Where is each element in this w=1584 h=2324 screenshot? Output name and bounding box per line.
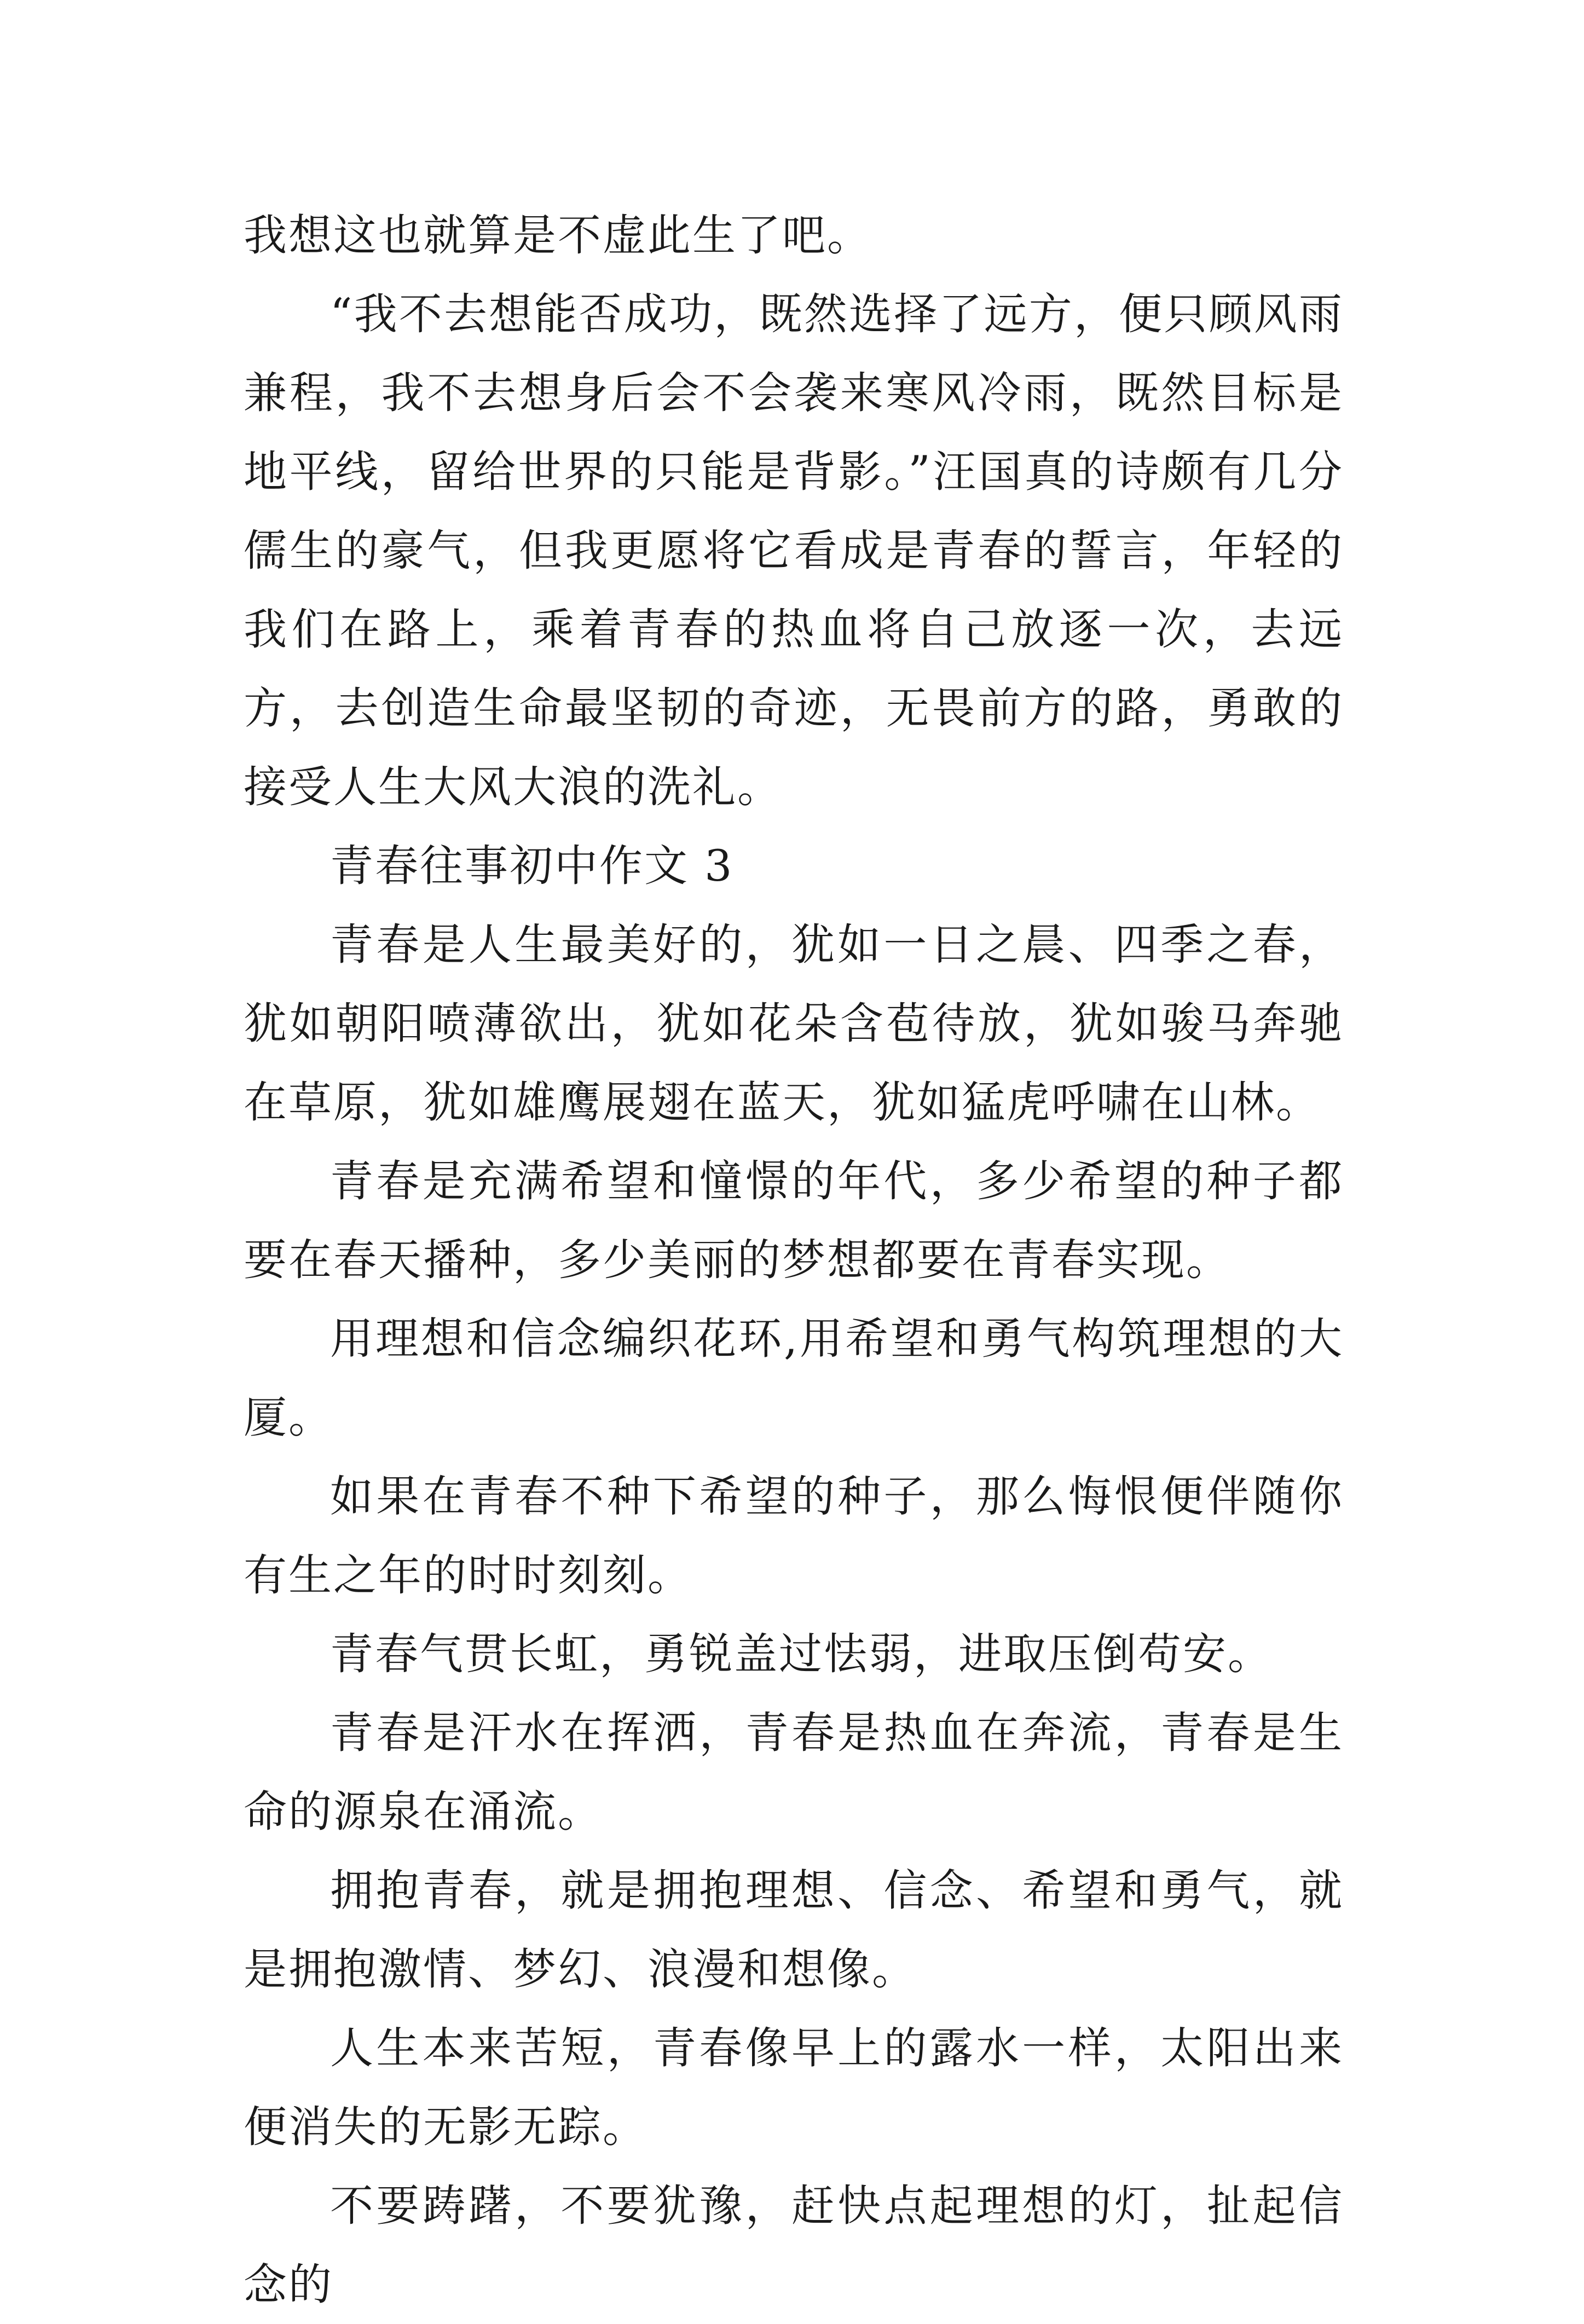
paragraph-poem-quote: “我不去想能否成功，既然选择了远方，便只顾风雨兼程，我不去想身后会不会袭来寒风冷雨，既然目标是地平线，留给世界的只能是背影。”汪国真的诗颇有几分儒生的豪气，但我更愿将它看成是青春的誓言，年轻的我们在路上，乘着青春的热血将自己放逐一次，去远方，去创造生命最坚韧的奇迹，无畏前方的路，勇敢的接受人生大风大浪的洗礼。 [244,289,1344,812]
paragraph: 青春是人生最美好的，犹如一日之晨、四季之春，犹如朝阳喷薄欲出，犹如花朵含苞待放，犹如骏马奔驰在草原，犹如雄鹰展翅在蓝天，犹如猛虎呼啸在山林。 [244,920,1344,1128]
paragraph: 人生本来苦短，青春像早上的露水一样，太阳出来便消失的无影无踪。 [244,2023,1344,2152]
paragraph: 拥抱青春，就是拥抱理想、信念、希望和勇气，就是拥抱激情、梦幻、浪漫和想像。 [244,1865,1344,1995]
paragraph: 青春是充满希望和憧憬的年代，多少希望的种子都要在春天播种，多少美丽的梦想都要在青春实现。 [244,1156,1344,1285]
paragraph-continuation: 我想这也就算是不虚此生了吧。 [244,210,872,261]
paragraph-truncated: 不要踌躇，不要犹豫，赶快点起理想的灯，扯起信念的 [244,2181,1344,2310]
paragraph: 用理想和信念编织花环,用希望和勇气构筑理想的大厦。 [244,1314,1344,1443]
paragraph: 青春气贯长虹，勇锐盖过怯弱，进取压倒苟安。 [330,1629,1273,1679]
section-heading: 青春往事初中作文 3 [330,841,734,891]
paragraph: 如果在青春不种下希望的种子，那么悔恨便伴随你有生之年的时时刻刻。 [244,1471,1344,1600]
paragraph: 青春是汗水在挥洒，青春是热血在奔流，青春是生命的源泉在涌流。 [244,1708,1344,1837]
document-body [244,196,1344,2324]
